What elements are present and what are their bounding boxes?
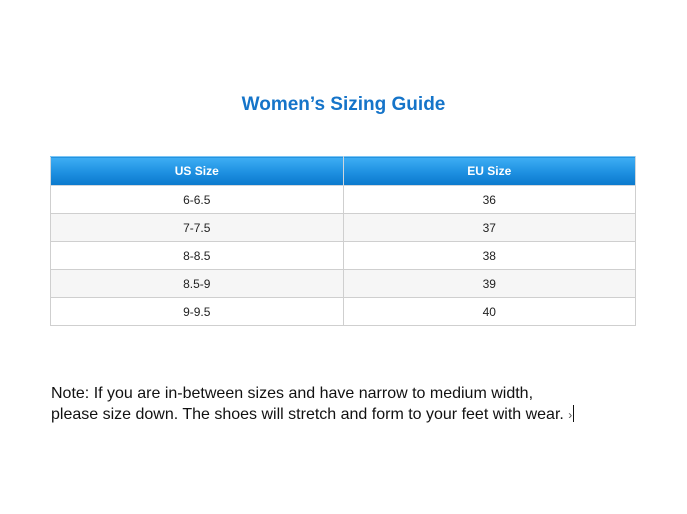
- us-size-cell: 7-7.5: [51, 214, 344, 242]
- table-row: [51, 214, 636, 242]
- us-size-cell: 8.5-9: [51, 270, 344, 298]
- table-row: [51, 242, 636, 270]
- note-line-1: Note: If you are in-between sizes and have narrow to medium width,: [51, 385, 534, 402]
- table-row: [51, 298, 636, 326]
- eu-size-cell: 39: [343, 270, 636, 298]
- text-cursor[interactable]: [573, 405, 574, 422]
- table-row: [51, 270, 636, 298]
- us-size-cell: 8-8.5: [51, 242, 344, 270]
- eu-size-cell: 38: [343, 242, 636, 270]
- eu-size-cell: 36: [343, 186, 636, 214]
- column-header-eu-size: EU Size: [343, 157, 636, 186]
- page-title: Women’s Sizing Guide: [241, 94, 446, 115]
- us-size-cell: 6-6.5: [51, 186, 344, 214]
- eu-size-cell: 37: [343, 214, 636, 242]
- table-row: [51, 186, 636, 214]
- eu-size-cell: 40: [343, 298, 636, 326]
- us-size-cell: 9-9.5: [51, 298, 344, 326]
- note-line-2: please size down. The shoes will stretch and form to your feet with wear.: [51, 406, 564, 423]
- sizing-table: [50, 156, 636, 326]
- chevron-right-icon: ›: [568, 408, 573, 422]
- sizing-note: [51, 383, 651, 426]
- column-header-us-size: US Size: [51, 157, 344, 186]
- table-header-row: [51, 157, 636, 186]
